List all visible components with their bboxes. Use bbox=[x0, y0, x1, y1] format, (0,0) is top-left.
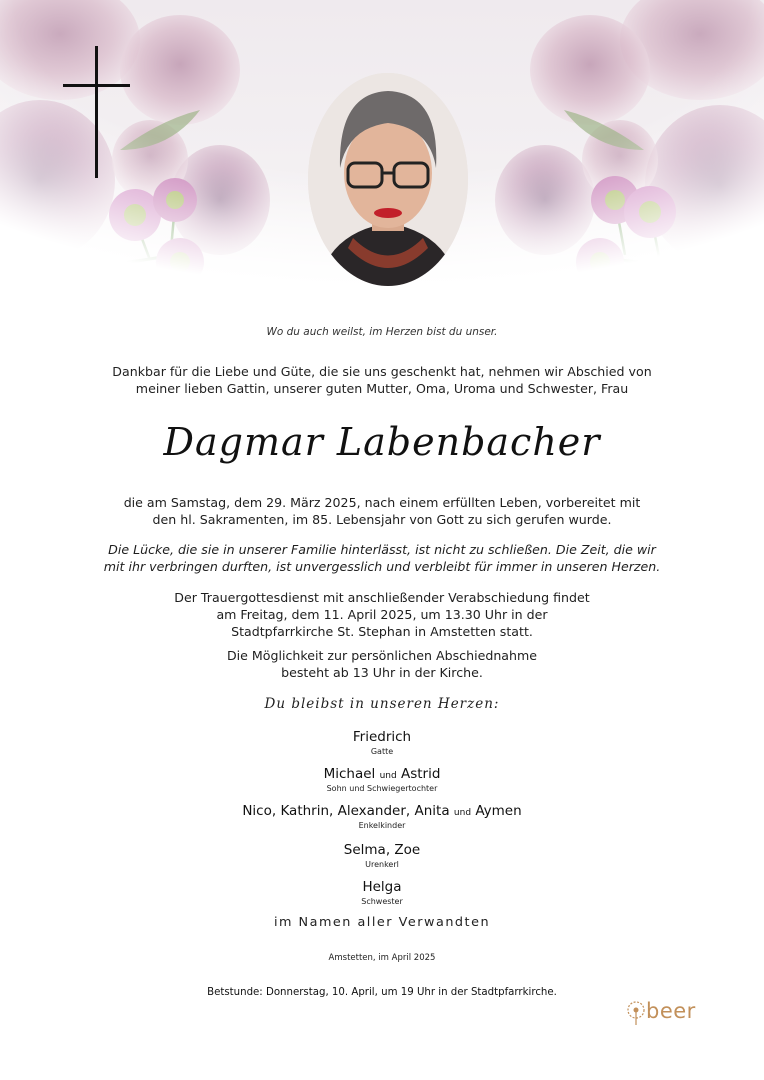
logo-text: beer bbox=[646, 999, 696, 1023]
child-name: Michael bbox=[323, 766, 376, 782]
in-hearts-heading: Du bleibst in unseren Herzen: bbox=[264, 696, 500, 712]
intro-text bbox=[0, 363, 764, 397]
family-role: Urenkerl bbox=[365, 860, 399, 869]
family-sister bbox=[0, 879, 764, 906]
family-role: Schwester bbox=[361, 897, 403, 906]
prayer-info: Betstunde: Donnerstag, 10. April, um 19 Uhr in der Stadtpfarrkirche. bbox=[207, 987, 557, 998]
grandchildren-names: Nico, Kathrin, Alexander, Anita bbox=[242, 803, 450, 819]
death-notice bbox=[0, 494, 764, 528]
and-word: und bbox=[453, 808, 472, 818]
service-line: Der Trauergottesdienst mit anschließender Verabschiedung findet bbox=[174, 590, 590, 605]
service-info bbox=[0, 589, 764, 640]
service-line: am Freitag, dem 11. April 2025, um 13.30 Uhr in der bbox=[216, 607, 548, 622]
family-children bbox=[0, 766, 764, 793]
intro-line: Dankbar für die Liebe und Güte, die sie uns geschenkt hat, nehmen wir Abschied von bbox=[112, 364, 652, 379]
family-role: Enkelkinder bbox=[358, 821, 406, 830]
cross-icon-bar bbox=[63, 84, 130, 87]
floral-header bbox=[0, 0, 764, 360]
child-name: Astrid bbox=[401, 766, 441, 782]
service-line: Stadtpfarrkirche St. Stephan in Amstetten statt. bbox=[231, 624, 533, 639]
family-name: Selma, Zoe bbox=[343, 842, 421, 858]
relatives-line: im Namen aller Verwandten bbox=[273, 915, 491, 930]
family-grandchildren bbox=[0, 803, 764, 830]
grandchild-name: Aymen bbox=[475, 803, 522, 819]
family-husband bbox=[0, 729, 764, 756]
place-date: Amstetten, im April 2025 bbox=[328, 953, 436, 963]
cross-icon bbox=[95, 46, 98, 178]
portrait-photo bbox=[308, 73, 468, 286]
death-line: den hl. Sakramenten, im 85. Lebensjahr von Gott zu sich gerufen wurde. bbox=[152, 512, 612, 527]
motto: Wo du auch weilst, im Herzen bist du unser. bbox=[266, 326, 498, 338]
quote-line: mit ihr verbringen durften, ist unvergesslich und verbleibt für immer in unseren Herzen. bbox=[103, 559, 661, 574]
and-word: und bbox=[379, 771, 397, 781]
family-name: Friedrich bbox=[352, 729, 412, 745]
deceased-name: Dagmar Labenbacher bbox=[163, 420, 601, 464]
intro-line: meiner lieben Gattin, unserer guten Mutter, Oma, Uroma und Schwester, Frau bbox=[135, 381, 629, 396]
family-role: Sohn und Schwiegertochter bbox=[326, 784, 438, 793]
quote bbox=[0, 541, 764, 575]
family-role: Gatte bbox=[370, 747, 394, 756]
family-great-grandchildren bbox=[0, 842, 764, 869]
family-name: Helga bbox=[362, 879, 402, 895]
family-name bbox=[0, 766, 764, 782]
farewell-info bbox=[0, 647, 764, 681]
family-name bbox=[0, 803, 764, 819]
farewell-line: besteht ab 13 Uhr in der Kirche. bbox=[281, 665, 483, 680]
death-line: die am Samstag, dem 29. März 2025, nach einem erfüllten Leben, vorbereitet mit bbox=[123, 495, 641, 510]
farewell-line: Die Möglichkeit zur persönlichen Abschiednahme bbox=[226, 648, 538, 663]
dandelion-icon bbox=[625, 1000, 647, 1026]
quote-line: Die Lücke, die sie in unserer Familie hinterlässt, ist nicht zu schließen. Die Zeit, die wir bbox=[108, 542, 656, 557]
